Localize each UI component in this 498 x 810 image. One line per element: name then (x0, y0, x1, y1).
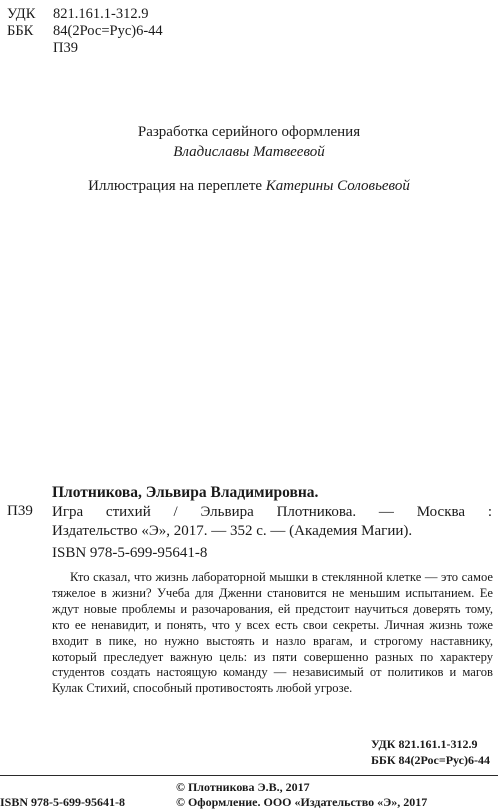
author-sign: П39 (53, 40, 78, 56)
copyright-block (176, 780, 427, 810)
series-design-line: Разработка серийного оформления (137, 124, 361, 140)
annotation-paragraph: Кто сказал, что жизнь лабораторной мышки в стеклянной клетке — это самое тяжелое в жизни? Учеба для Дженни становится не меньшим испытанием. Ее ждут новые проблемы и разочарования, ей предстоит научиться доверять тому, кто ее ненавидит, и понять, что у всех есть свои секреты. Личная жизнь тоже входит в пике, но нужно выстоять и назло врагам, и строгому наставнику, который преследует важную цель: из пяти совершенно разных по характеру студентов создать настоящую команду — независимый от политиков и магов Кулак Стихий, способный противостоять любой угрозе. (52, 570, 493, 696)
bbk-value: 84(2Рос=Рус)6-44 (53, 23, 163, 39)
classification-codes (7, 6, 163, 57)
cover-illustration-prefix: Иллюстрация на переплете (88, 178, 266, 194)
bottom-bbk: ББК 84(2Рос=Рус)6-44 (370, 753, 490, 767)
footer-isbn: ISBN 978-5-699-95641-8 (0, 795, 125, 809)
isbn-line: ISBN 978-5-699-95641-8 (52, 545, 208, 561)
cover-artist-name: Катерины Соловьевой (265, 178, 410, 194)
cover-illustration-credit (0, 176, 498, 196)
divider (0, 775, 498, 776)
series-design-credit (0, 122, 498, 162)
udk-row (7, 6, 163, 23)
bibliography-line-1: Игра стихий / Эльвира Плотникова. — Москва : (52, 504, 492, 520)
author-heading: Плотникова, Эльвира Владимировна. (52, 484, 319, 501)
bottom-classification-codes (371, 736, 490, 768)
udk-label: УДК (7, 6, 36, 22)
bbk-label: ББК (7, 23, 34, 39)
copyright-design: © Оформление. ООО «Издательство «Э», 2017 (176, 795, 428, 809)
bbk-row (7, 23, 163, 40)
bibliography-sign: П39 (7, 503, 33, 519)
bibliography-line-2: Издательство «Э», 2017. — 352 с. — (Академия Магии). (52, 523, 413, 539)
bottom-udk: УДК 821.161.1-312.9 (370, 737, 478, 751)
bibliographic-description (52, 503, 492, 541)
copyright-author: © Плотникова Э.В., 2017 (176, 780, 310, 794)
series-designer-name: Владиславы Матвеевой (173, 144, 325, 160)
udk-value: 821.161.1-312.9 (53, 6, 149, 22)
